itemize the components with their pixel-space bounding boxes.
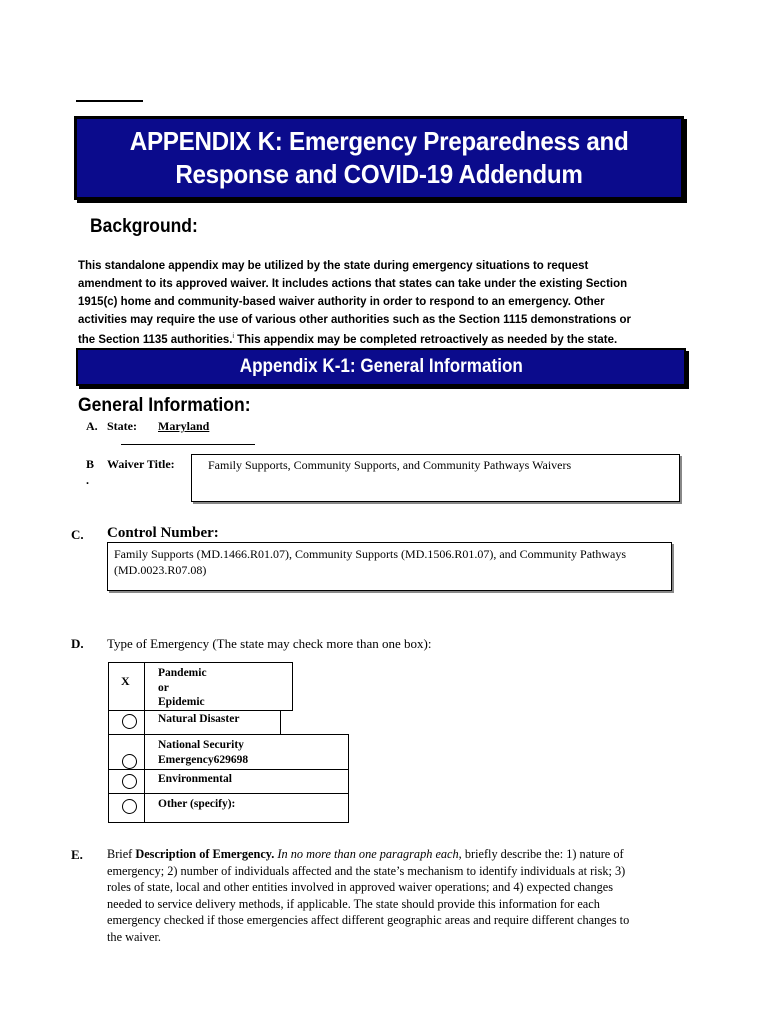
endnote-marker[interactable]: i	[232, 333, 234, 340]
item-a-letter: A.	[86, 419, 98, 433]
emergency-type-label: Type of Emergency (The state may check more than one box):	[107, 636, 432, 651]
title-line-1: APPENDIX K: Emergency Preparedness and	[129, 126, 629, 156]
item-b-letter: B	[86, 457, 95, 471]
appendix-title-banner	[74, 116, 684, 200]
description-instructions: Brief Description of Emergency. In no more than one paragraph each, briefly describe the: 1) nature of emergency; 2) number of individuals affected and the state’s mechanism to identify individuals at risk; 3) roles of state, local and other entities involved in approved waiver operations; and 4) expected changes needed to service delivery methods, if applicable. The state should provide this information for each emergency checked if those emergencies affect different geographic areas and require different changes to the waiver.	[107, 847, 630, 944]
k1-banner-title: Appendix K-1: General Information	[239, 356, 523, 377]
emergency-option-environmental: Environmental	[158, 773, 232, 785]
control-number-label: Control Number:	[107, 525, 219, 541]
item-d-letter: D.	[71, 636, 84, 651]
emergency-option-national-security: National Security Emergency629698	[158, 739, 249, 766]
state-value: Maryland	[158, 419, 210, 433]
background-line: 1915(c) home and community-based waiver authority in order to respond to an emergency. Other	[78, 294, 605, 308]
environmental-checkbox[interactable]	[122, 774, 137, 789]
background-heading: Background:	[90, 216, 198, 237]
background-line: activities may require the use of various other authorities such as the Section 1115 demonstrations or	[78, 312, 631, 326]
emergency-option-pandemic: Pandemic or Epidemic	[158, 667, 207, 708]
other-checkbox[interactable]	[122, 799, 137, 814]
control-number-line-1: Family Supports (MD.1466.R01.07), Community Supports (MD.1506.R01.07), and Community Pathways	[114, 547, 627, 561]
title-line-2: Response and COVID-19 Addendum	[175, 159, 583, 189]
top-rule	[76, 100, 143, 102]
waiver-title-field[interactable]	[191, 454, 680, 502]
background-line: the Section 1135 authorities.$^i$ This appendix may be completed retroactively as needed by the state.	[78, 332, 618, 347]
state-underline	[121, 444, 255, 445]
general-info-heading: General Information:	[78, 394, 251, 416]
item-e-letter: E.	[71, 847, 83, 862]
emergency-option-natural-disaster: Natural Disaster	[158, 713, 240, 725]
pandemic-checkbox-mark[interactable]: X	[121, 674, 130, 688]
appendix-k1-banner	[76, 348, 686, 386]
waiver-title-value: Family Supports, Community Supports, and Community Pathways Waivers	[208, 458, 572, 472]
natural-disaster-checkbox[interactable]	[122, 714, 137, 729]
background-line: amendment to its approved waiver. It includes actions that states can take under the existing Section	[78, 276, 628, 290]
national-security-checkbox[interactable]	[122, 754, 137, 769]
emergency-type-table	[108, 662, 350, 824]
waiver-title-label: Waiver Title:	[107, 457, 175, 471]
item-b-dot: .	[86, 473, 89, 487]
background-line: This standalone appendix may be utilized by the state during emergency situations to request	[78, 258, 589, 272]
control-number-line-2: (MD.0023.R07.08)	[114, 563, 207, 577]
emergency-option-other: Other (specify):	[158, 798, 236, 810]
item-c-letter: C.	[71, 527, 84, 542]
description-label: Description of Emergency.	[135, 847, 275, 861]
background-paragraph	[78, 256, 678, 348]
control-number-field[interactable]	[107, 542, 672, 591]
state-label: State:	[107, 419, 137, 433]
